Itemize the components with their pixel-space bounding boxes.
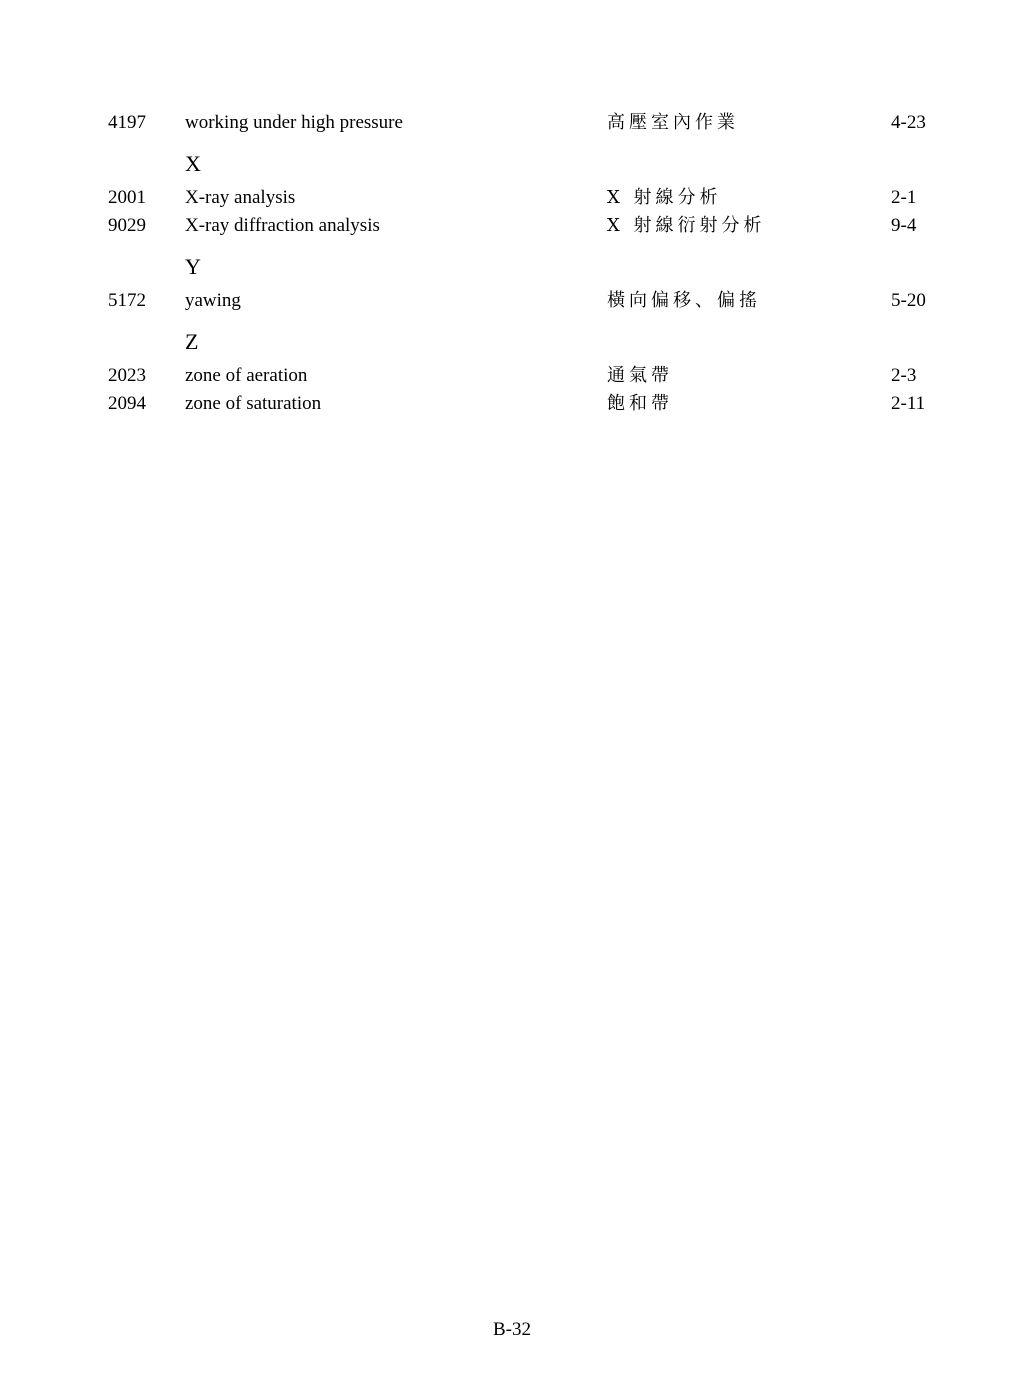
entry-english-term: X-ray analysis	[185, 187, 296, 208]
entry-page-ref: 2-3	[891, 365, 917, 386]
entry-english-term: zone of aeration	[185, 365, 308, 386]
section-letter-z: Z	[185, 329, 199, 354]
entry-english-term: zone of saturation	[185, 393, 322, 414]
entry-chinese-term: X 射線分析	[607, 187, 722, 208]
entry-number: 2094	[108, 393, 146, 414]
entry-page-ref: 2-1	[891, 187, 917, 208]
entry-chinese-term: 高壓室內作業	[607, 112, 739, 133]
entry-page-ref: 4-23	[891, 112, 926, 133]
page-number: B-32	[493, 1319, 531, 1340]
glossary-entry	[0, 212, 1024, 240]
entry-english-term: X-ray diffraction analysis	[185, 215, 380, 236]
entry-number: 9029	[108, 215, 146, 236]
glossary-entry	[0, 287, 1024, 315]
glossary-entry	[0, 390, 1024, 418]
entry-number: 4197	[108, 112, 146, 133]
entry-chinese-term: 橫向偏移、偏搖	[607, 290, 761, 311]
entry-english-term: yawing	[185, 290, 241, 311]
section-letter-y: Y	[185, 254, 201, 279]
glossary-entry	[0, 362, 1024, 390]
entry-chinese-term: 通氣帶	[607, 365, 673, 386]
entry-page-ref: 9-4	[891, 215, 917, 236]
entry-page-ref: 2-11	[891, 393, 926, 414]
entry-number: 5172	[108, 290, 146, 311]
entry-page-ref: 5-20	[891, 290, 926, 311]
entry-number: 2023	[108, 365, 146, 386]
entry-number: 2001	[108, 187, 146, 208]
entry-chinese-term: X 射線衍射分析	[607, 215, 766, 236]
entry-chinese-term: 飽和帶	[607, 393, 673, 414]
entry-english-term: working under high pressure	[185, 112, 403, 133]
glossary-entry	[0, 109, 1024, 137]
section-letter-x: X	[185, 151, 201, 176]
glossary-entry	[0, 184, 1024, 212]
